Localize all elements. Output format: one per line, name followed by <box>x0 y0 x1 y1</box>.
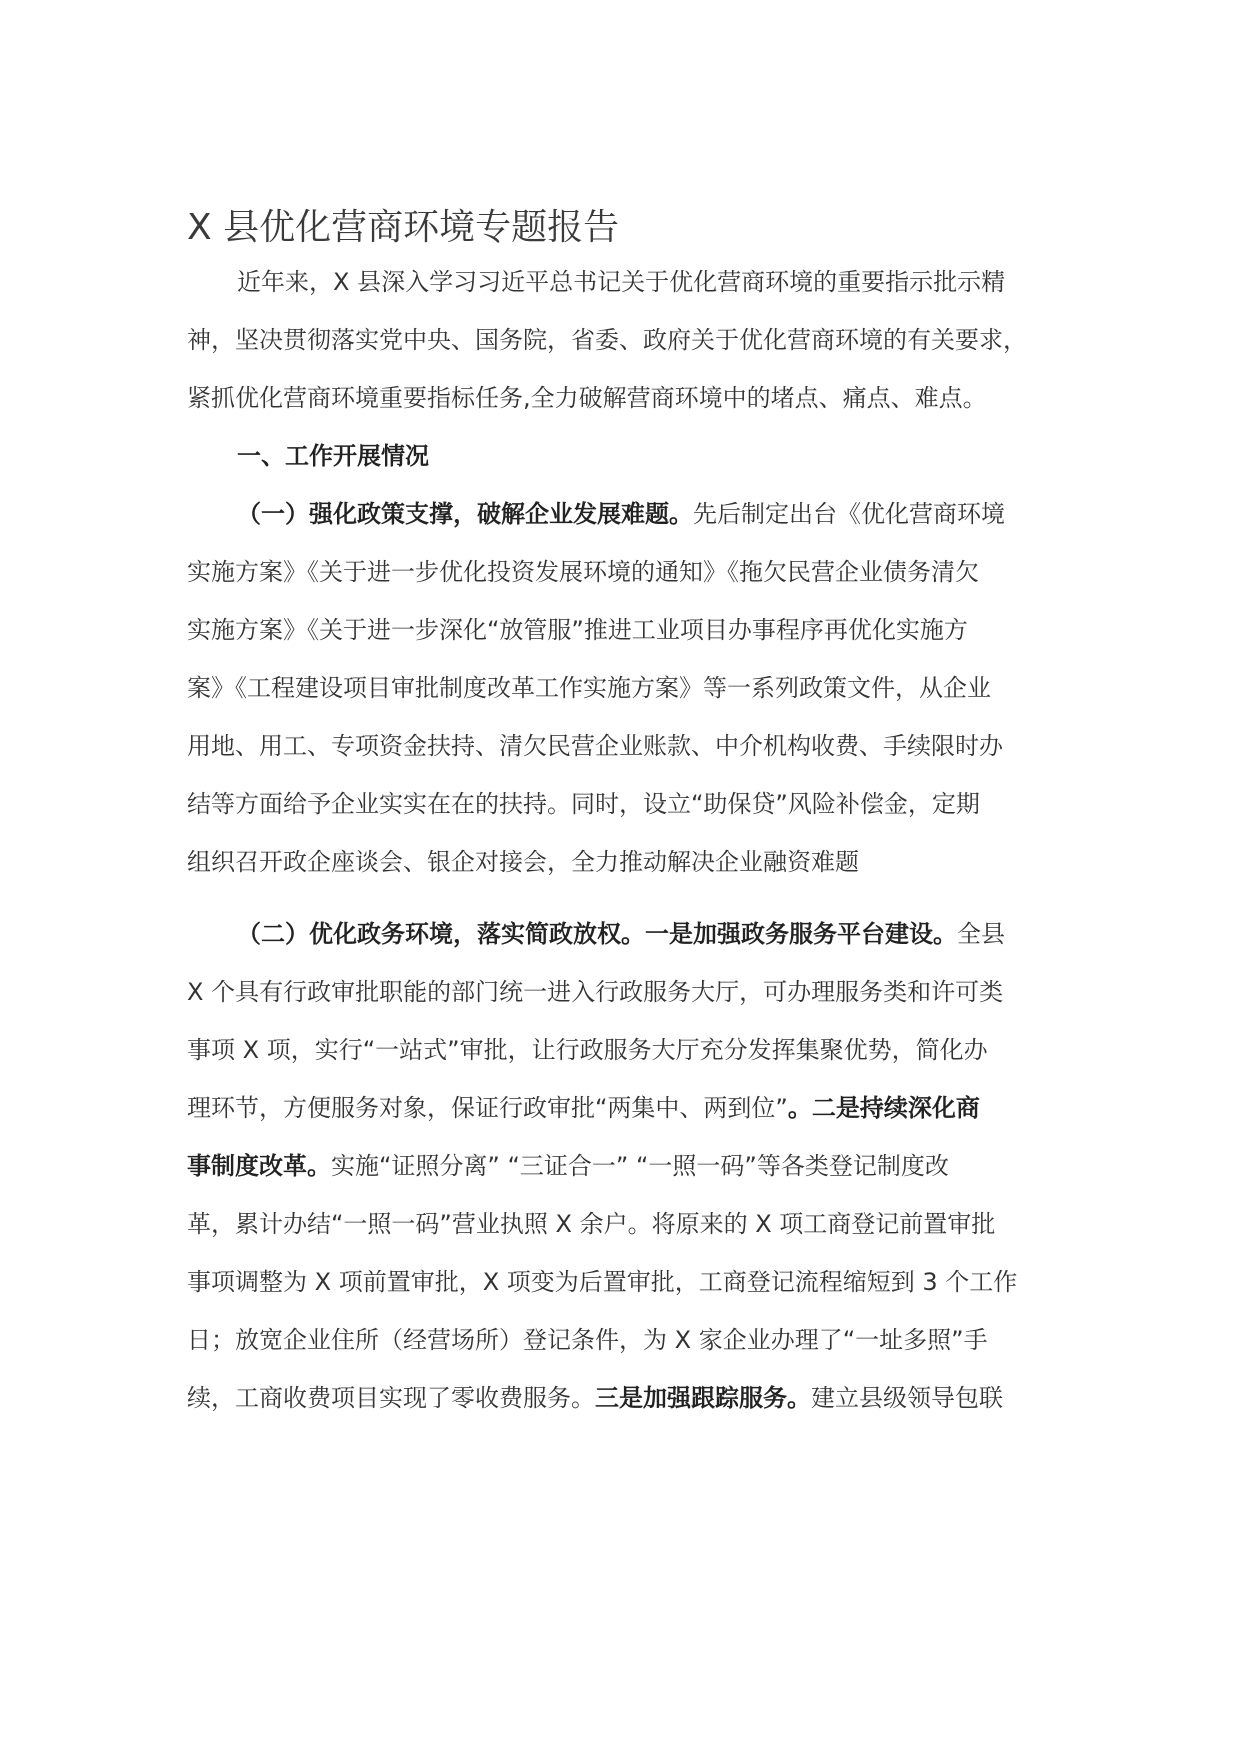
sub1-line-3: 实施方案》《关于进一步深化“放管服”推进工业项目办事程序再优化实施方 <box>187 616 968 644</box>
sub2-line-3: 事项 X 项，实行“一站式”审批，让行政服务大厅充分发挥集聚优势，简化办 <box>187 1036 988 1064</box>
sub1-line-4: 案》《工程建设项目审批制度改革工作实施方案》等一系列政策文件，从企业 <box>187 674 991 702</box>
intro-line-3: 紧抓优化营商环境重要指标任务,全力破解营商环境中的堵点、痛点、难点。 <box>187 384 987 412</box>
sub2-line-8: 日；放宽企业住所（经营场所）登记条件，为 X 家企业办理了“一址多照”手 <box>187 1326 988 1354</box>
sub1-line-1 <box>237 494 1117 534</box>
sub1-line-6: 结等方面给予企业实实在在的扶持。同时，设立“助保贷”风险补偿金，定期 <box>187 790 980 818</box>
sub2-line-1-text: 全县 <box>957 920 1005 948</box>
report-title: X 县优化营商环境专题报告 <box>187 207 620 248</box>
sub2-line-4-text: 理环节，方便服务对象，保证行政审批“两集中、两到位” <box>187 1094 788 1122</box>
sub1-line-2: 实施方案》《关于进一步优化投资发展环境的通知》《拖欠民营企业债务清欠 <box>187 558 979 586</box>
intro-line-2: 神，坚决贯彻落实党中央、国务院，省委、政府关于优化营商环境的有关要求， <box>187 326 1027 354</box>
sub2-line-5 <box>187 1146 1067 1186</box>
sub2-line-4 <box>187 1088 1067 1128</box>
sub1-line-7: 组织召开政企座谈会、银企对接会，全力推动解决企业融资难题 <box>187 848 859 876</box>
sub1-heading: （一）强化政策支撑，破解企业发展难题。 <box>237 500 693 528</box>
sub1-line-1-text: 先后制定出台《优化营商环境 <box>693 500 1005 528</box>
intro-line-1: 近年来，X 县深入学习习近平总书记关于优化营商环境的重要指示批示精 <box>237 268 1006 296</box>
section1-heading: 一、工作开展情况 <box>237 442 429 470</box>
sub1-line-5: 用地、用工、专项资金扶持、清欠民营企业账款、中介机构收费、手续限时办 <box>187 732 1003 760</box>
sub2-line-2: X 个具有行政审批职能的部门统一进入行政服务大厅，可办理服务类和许可类 <box>187 978 1004 1006</box>
sub2-point3: 三是加强跟踪服务。 <box>595 1384 811 1412</box>
sub2-line-9-text-a: 续，工商收费项目实现了零收费服务。 <box>187 1384 595 1412</box>
sub2-line-6: 革，累计办结“一照一码”营业执照 X 余户。将原来的 X 项工商登记前置审批 <box>187 1210 996 1238</box>
sub2-line-9-text-b: 建立县级领导包联 <box>811 1384 1003 1412</box>
sub2-point2-start: 。二是持续深化商 <box>787 1094 980 1122</box>
sub2-point2-end: 事制度改革。 <box>187 1152 331 1180</box>
sub2-line-1 <box>237 914 1117 954</box>
sub2-point1: 一是加强政务服务平台建设。 <box>645 920 957 948</box>
sub2-line-7: 事项调整为 X 项前置审批，X 项变为后置审批，工商登记流程缩短到 3 个工作 <box>187 1268 1018 1296</box>
sub2-line-5-text: 实施“证照分离” “三证合一” “一照一码”等各类登记制度改 <box>331 1152 949 1180</box>
sub2-heading: （二）优化政务环境，落实简政放权。 <box>237 920 645 948</box>
sub2-line-9 <box>187 1378 1067 1418</box>
